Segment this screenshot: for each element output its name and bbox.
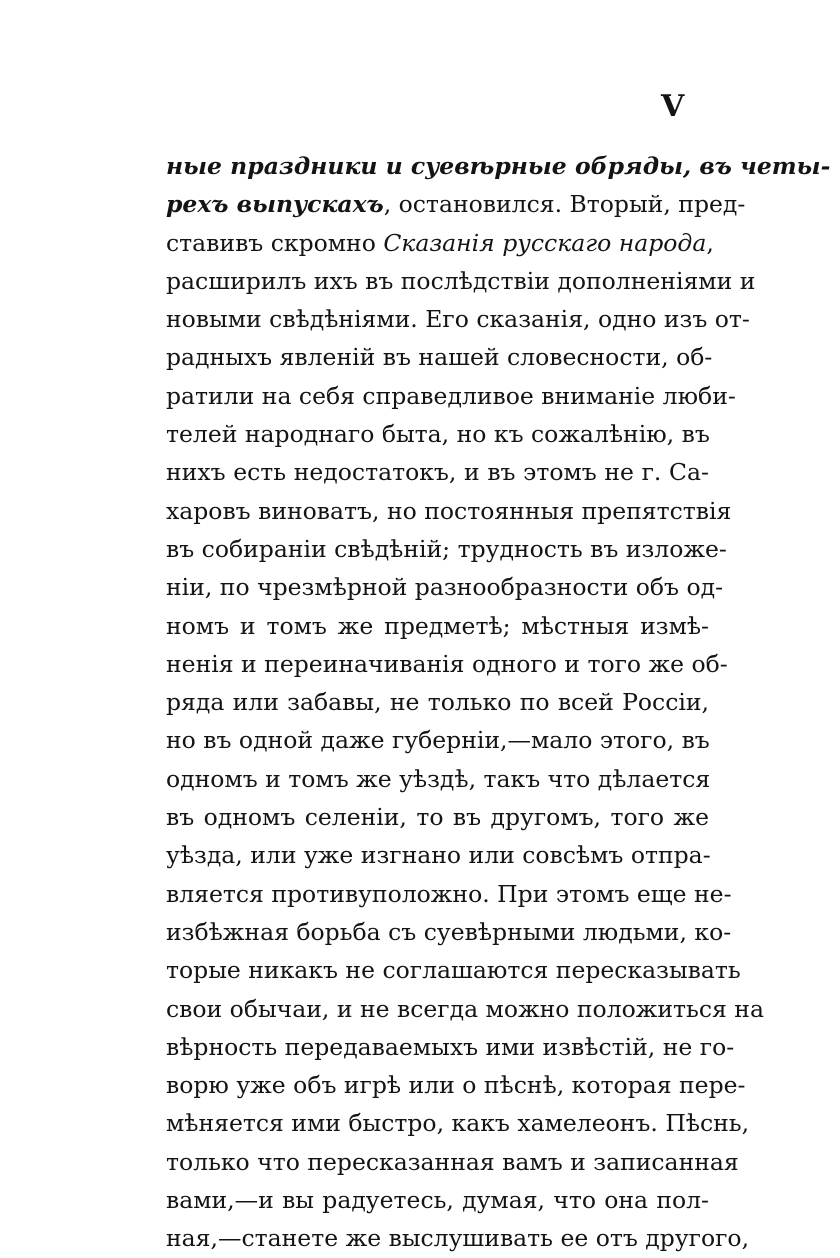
text-segment: избѣжная борьба съ суевѣрными людьми, ко- (166, 917, 732, 946)
text-line (166, 607, 709, 645)
page-number: V (661, 89, 685, 124)
text-line (166, 760, 709, 798)
text-line (166, 530, 727, 568)
text-line (166, 1181, 709, 1219)
text-line (166, 798, 709, 836)
text-segment: вѣрность передаваемыхъ ими извѣстій, не го- (166, 1032, 735, 1061)
text-line (166, 1104, 750, 1142)
text-segment: ставивъ скромно (166, 228, 384, 257)
text-segment: радныхъ явленій въ нашей словесности, об- (166, 343, 713, 372)
text-segment: ненія и переиначиванія одного и того же об- (166, 649, 728, 678)
text-line (166, 338, 713, 376)
text-line (166, 300, 750, 338)
text-segment: , остановился. Вторый, пред- (383, 190, 746, 219)
text-segment: свои обычаи, и не всегда можно положиться на (166, 994, 764, 1023)
text-segment: нихъ есть недостатокъ, и въ этомъ не г. Са- (166, 458, 709, 487)
text-line (166, 185, 746, 223)
text-segment: только что пересказанная вамъ и записанная (166, 1147, 739, 1176)
text-line (166, 453, 709, 491)
text-line (166, 568, 724, 606)
text-segment: , (706, 228, 714, 257)
text-segment: рехъ выпускахъ (166, 190, 384, 219)
text-segment: уѣзда, или уже изгнано или совсѣмъ отпра- (166, 841, 711, 870)
text-segment: ные праздники и суевѣрные обряды, въ четы- (166, 152, 831, 180)
text-segment: ряда или забавы, не только по всей Россіи, (166, 688, 709, 717)
text-line (166, 836, 709, 874)
text-segment: новыми свѣдѣніями. Его сказанія, одно изъ от- (166, 305, 750, 334)
text-line (166, 1066, 746, 1104)
text-line (166, 951, 741, 989)
text-line (166, 683, 709, 721)
text-segment: телей народнаго быта, но къ сожалѣнію, въ (166, 420, 710, 449)
text-segment: въ собираніи свѣдѣній; трудность въ изложе- (166, 534, 727, 563)
text-segment: ратили на себя справедливое вниманіе люби- (166, 381, 736, 410)
text-line (166, 990, 764, 1028)
text-segment: торые никакъ не соглашаются пересказывать (166, 956, 741, 985)
text-segment: но въ одной даже губерніи,—мало этого, въ (166, 726, 710, 755)
text-line (166, 645, 728, 683)
text-line (166, 262, 756, 300)
text-segment: ніи, по чрезмѣрной разнообразности объ од- (166, 573, 724, 602)
text-line (166, 913, 732, 951)
text-segment: ворю уже объ игрѣ или о пѣснѣ, которая пере- (166, 1071, 746, 1100)
text-line (166, 377, 736, 415)
text-segment: номъ и томъ же предметѣ; мѣстныя измѣ- (166, 611, 709, 640)
text-segment: расширилъ ихъ въ послѣдствіи дополненіями и (166, 266, 756, 295)
text-segment: вляется противуположно. При этомъ еще не- (166, 879, 732, 908)
text-line (166, 492, 732, 530)
text-segment: ная,—станете же выслушивать ее отъ другого, (166, 1224, 750, 1253)
text-line (166, 147, 831, 185)
text-segment: мѣняется ими быстро, какъ хамелеонъ. Пѣснь, (166, 1109, 750, 1138)
text-line (166, 1143, 739, 1181)
body-text (166, 147, 831, 1258)
text-line (166, 1028, 735, 1066)
text-segment: вами,—и вы радуетесь, думая, что она пол- (166, 1186, 709, 1215)
text-line (166, 224, 714, 262)
text-segment: одномъ и томъ же уѣздѣ, такъ что дѣлается (166, 764, 711, 793)
text-segment: харовъ виноватъ, но постоянныя препятствія (166, 496, 732, 525)
text-segment: Сказанія русскаго народа (383, 228, 707, 257)
text-line (166, 415, 709, 453)
text-line (166, 1219, 750, 1257)
text-line (166, 875, 732, 913)
text-segment: въ одномъ селеніи, то въ другомъ, того же (166, 803, 709, 832)
text-line (166, 721, 709, 759)
